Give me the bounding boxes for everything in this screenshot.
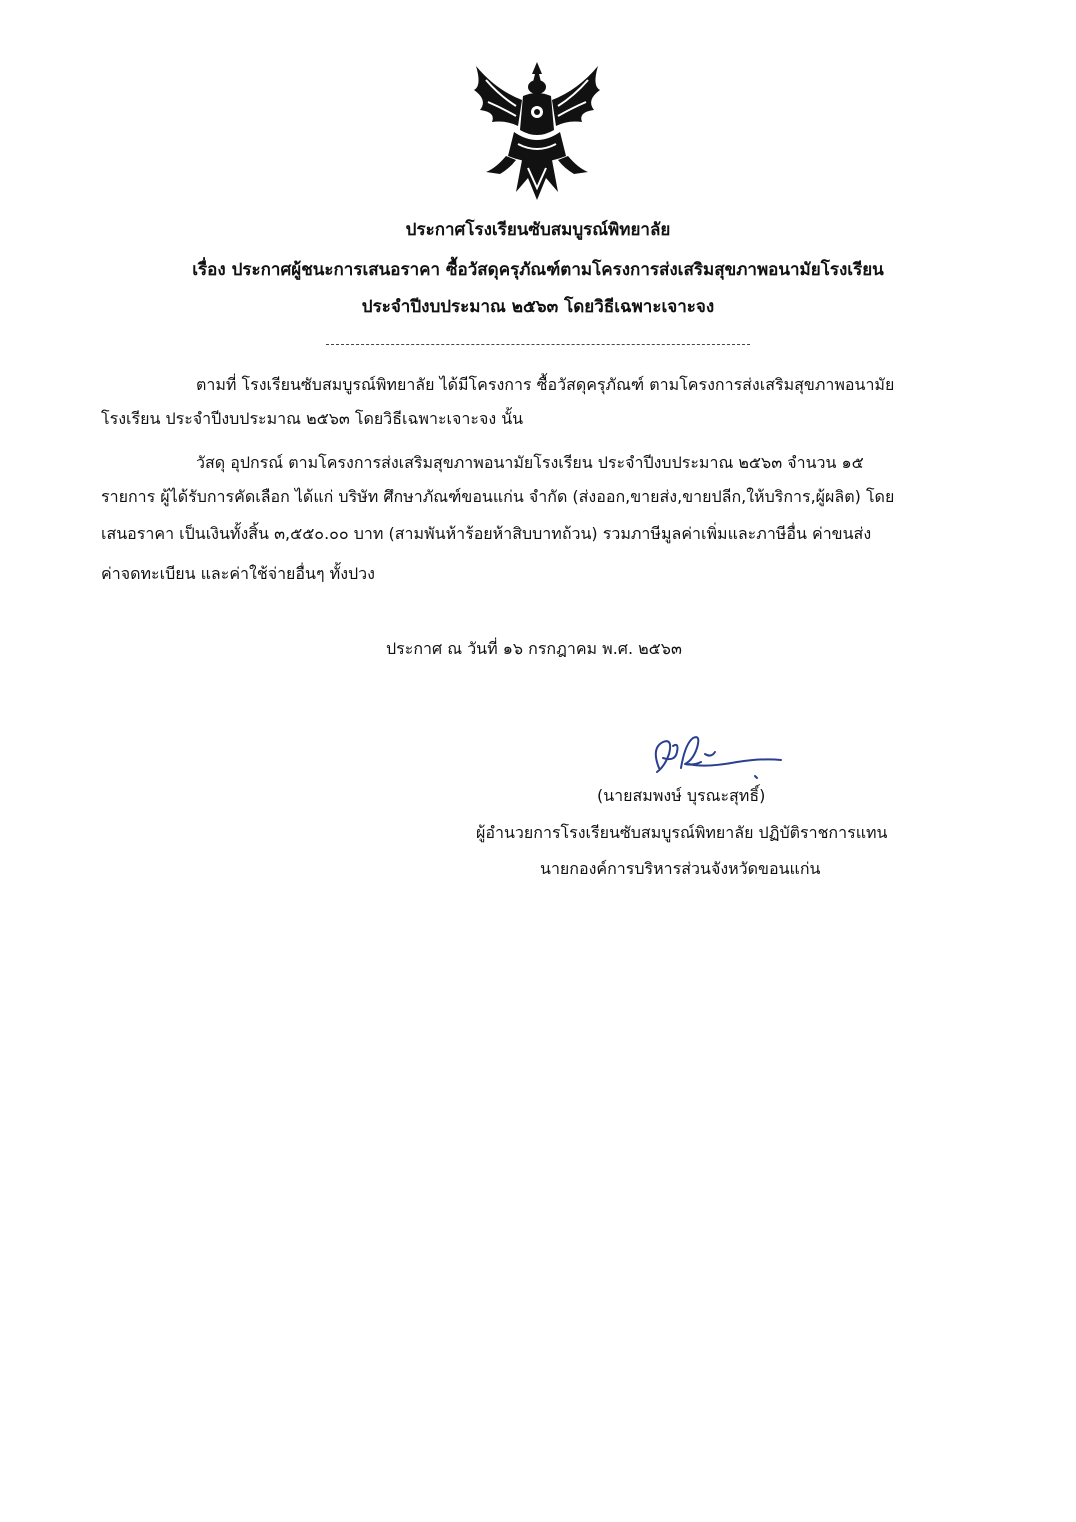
header-divider: [326, 344, 750, 345]
paragraph2-line3: เสนอราคา เป็นเงินทั้งสิ้น ๓,๕๕๐.๐๐ บาท (สามพันห้าร้อยห้าสิบบาทถ้วน) รวมภาษีมูลค่าเพิ่มและภาษีอื่น ค่าขนส่ง: [101, 524, 872, 543]
signatory-title-line2: นายกองค์การบริหารส่วนจังหวัดขอนแก่น: [540, 859, 821, 878]
paragraph1-line2: โรงเรียน ประจำปีงบประมาณ ๒๕๖๓ โดยวิธีเฉพาะเจาะจง นั้น: [101, 409, 524, 428]
paragraph2-line2: รายการ ผู้ได้รับการคัดเลือก ได้แก่ บริษัท ศึกษาภัณฑ์ขอนแก่น จำกัด (ส่งออก,ขายส่ง,ขายปลีก,ให้บริการ,ผู้ผลิต) โดย: [101, 487, 895, 506]
announcement-date: ประกาศ ณ วันที่ ๑๖ กรกฎาคม พ.ศ. ๒๕๖๓: [386, 639, 682, 658]
signatory-title-line1: ผู้อำนวยการโรงเรียนซับสมบูรณ์พิทยาลัย ปฏิบัติราชการแทน: [476, 823, 888, 842]
signatory-name: (นายสมพงษ์ บุรณะสุทธิ์): [597, 786, 766, 805]
garuda-emblem-icon: [466, 60, 608, 202]
handwritten-signature-icon: [645, 728, 785, 788]
announcement-subject: เรื่อง ประกาศผู้ชนะการเสนอราคา ซื้อวัสดุครุภัณฑ์ตามโครงการส่งเสริมสุขภาพอนามัยโรงเรียน: [192, 260, 884, 280]
paragraph2-line4: ค่าจดทะเบียน และค่าใช้จ่ายอื่นๆ ทั้งปวง: [101, 564, 375, 583]
paragraph1-line1: ตามที่ โรงเรียนซับสมบูรณ์พิทยาลัย ได้มีโครงการ ซื้อวัสดุครุภัณฑ์ ตามโครงการส่งเสริมสุขภาพอนามัย: [196, 375, 895, 394]
paragraph2-line1: วัสดุ อุปกรณ์ ตามโครงการส่งเสริมสุขภาพอนามัยโรงเรียน ประจำปีงบประมาณ ๒๕๖๓ จำนวน ๑๕: [196, 453, 864, 472]
announcement-title: ประกาศโรงเรียนซับสมบูรณ์พิทยาลัย: [405, 220, 671, 240]
announcement-fiscal-line: ประจำปีงบประมาณ ๒๕๖๓ โดยวิธีเฉพาะเจาะจง: [361, 297, 715, 317]
